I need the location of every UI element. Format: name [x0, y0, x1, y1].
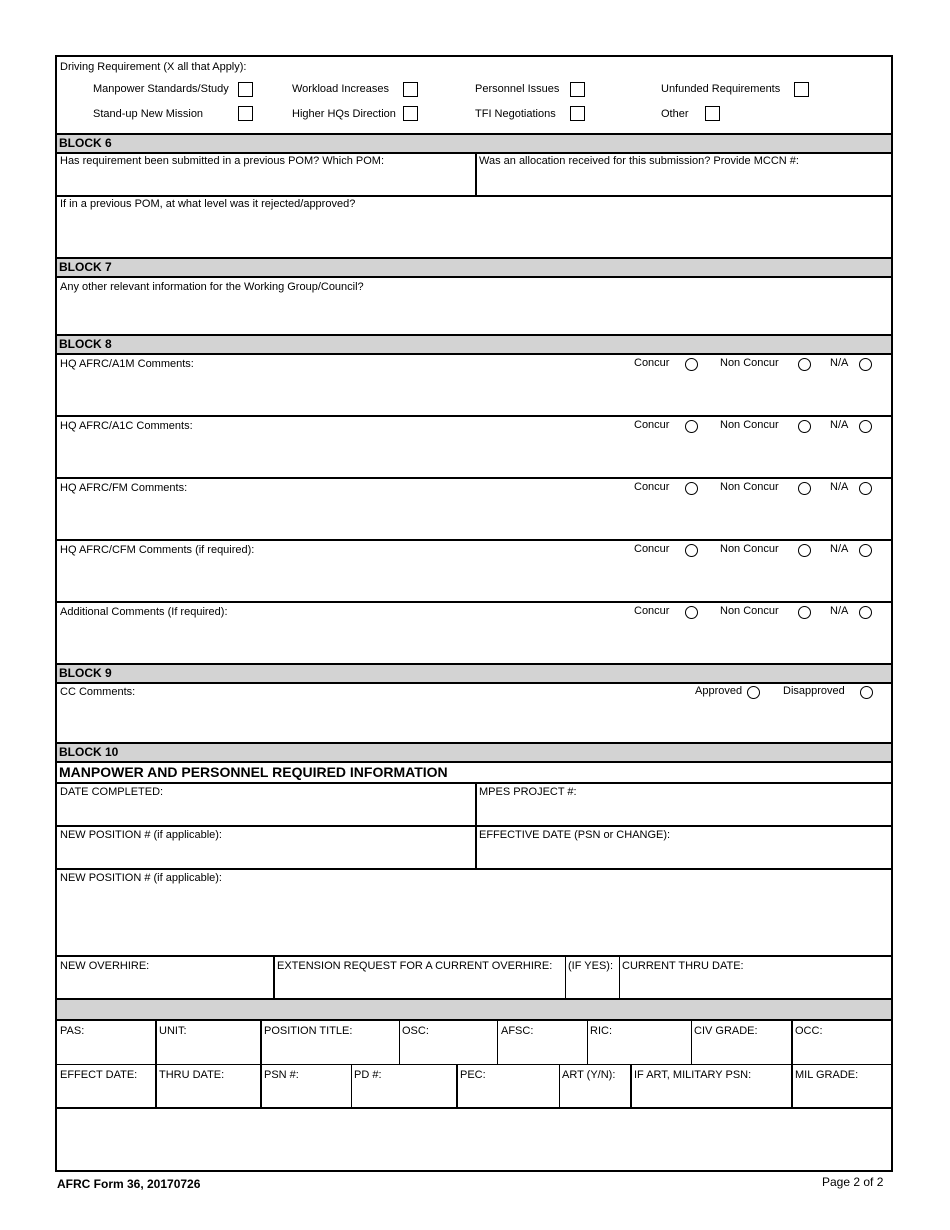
fm-na-radio[interactable] — [859, 482, 872, 495]
concur-label: Concur — [634, 419, 670, 431]
checkbox-manpower-standards[interactable] — [238, 82, 253, 97]
concur-label: Concur — [634, 605, 670, 617]
cfm-concur-radio[interactable] — [685, 544, 698, 557]
psn-field[interactable]: PSN #: — [264, 1069, 299, 1081]
divider — [57, 415, 891, 417]
occ-field[interactable]: OCC: — [795, 1025, 823, 1037]
cc-comments-field[interactable]: CC Comments: — [60, 686, 136, 698]
divider — [619, 956, 620, 999]
manpower-section-title: MANPOWER AND PERSONNEL REQUIRED INFORMATION — [59, 764, 448, 780]
divider — [57, 868, 891, 870]
divider — [57, 782, 891, 784]
mil-grade-field[interactable]: MIL GRADE: — [795, 1069, 859, 1081]
block-9-header: BLOCK 9 — [59, 666, 112, 680]
divider — [57, 276, 891, 278]
page-number: Page 2 of 2 — [822, 1175, 884, 1189]
concur-label: Concur — [634, 481, 670, 493]
divider — [497, 1021, 498, 1064]
divider — [559, 1065, 560, 1108]
concur-label: Concur — [634, 543, 670, 555]
non-concur-label: Non Concur — [720, 481, 779, 493]
pom-level-field[interactable]: If in a previous POM, at what level was it rejected/approved? — [60, 198, 356, 210]
extension-request-field[interactable]: EXTENSION REQUEST FOR A CURRENT OVERHIRE: — [277, 960, 553, 972]
driving-requirement-label: Driving Requirement (X all that Apply): — [60, 61, 247, 73]
a1m-concur-radio[interactable] — [685, 358, 698, 371]
art-field[interactable]: ART (Y/N): — [562, 1069, 616, 1081]
a1c-non-concur-radio[interactable] — [798, 420, 811, 433]
divider — [57, 1019, 891, 1021]
form-frame — [55, 55, 893, 1172]
form-id: AFRC Form 36, 20170726 — [57, 1177, 201, 1191]
pd-field[interactable]: PD #: — [354, 1069, 382, 1081]
additional-concur-radio[interactable] — [685, 606, 698, 619]
option-label-personnel-issues: Personnel Issues — [475, 83, 560, 95]
na-label: N/A — [830, 543, 849, 555]
divider — [456, 1065, 458, 1108]
fm-non-concur-radio[interactable] — [798, 482, 811, 495]
position-title-field[interactable]: POSITION TITLE: — [264, 1025, 353, 1037]
checkbox-standup-new-mission[interactable] — [238, 106, 253, 121]
checkbox-tfi-negotiations[interactable] — [570, 106, 585, 121]
pas-field[interactable]: PAS: — [60, 1025, 85, 1037]
checkbox-higher-hqs-direction[interactable] — [403, 106, 418, 121]
a1m-na-radio[interactable] — [859, 358, 872, 371]
block-7-band — [57, 259, 891, 276]
divider — [57, 955, 891, 957]
non-concur-label: Non Concur — [720, 605, 779, 617]
mpes-project-field[interactable]: MPES PROJECT #: — [479, 786, 577, 798]
option-label-standup-new-mission: Stand-up New Mission — [93, 108, 204, 120]
a1c-comments-field[interactable]: HQ AFRC/A1C Comments: — [60, 420, 193, 432]
checkbox-personnel-issues[interactable] — [570, 82, 585, 97]
disapproved-radio[interactable] — [860, 686, 873, 699]
additional-non-concur-radio[interactable] — [798, 606, 811, 619]
block-6-band — [57, 135, 891, 152]
na-label: N/A — [830, 481, 849, 493]
divider — [57, 1064, 891, 1065]
a1m-comments-field[interactable]: HQ AFRC/A1M Comments: — [60, 358, 194, 370]
separator-band — [57, 1000, 891, 1019]
military-psn-field[interactable]: IF ART, MILITARY PSN: — [634, 1069, 752, 1081]
new-overhire-field[interactable]: NEW OVERHIRE: — [60, 960, 150, 972]
approved-radio[interactable] — [747, 686, 760, 699]
if-yes-label: (IF YES): — [568, 960, 614, 972]
divider — [351, 1065, 352, 1108]
option-label-manpower-standards: Manpower Standards/Study — [93, 83, 229, 95]
ric-field[interactable]: RIC: — [590, 1025, 612, 1037]
a1c-na-radio[interactable] — [859, 420, 872, 433]
divider — [630, 1065, 632, 1108]
fm-comments-field[interactable]: HQ AFRC/FM Comments: — [60, 482, 188, 494]
na-label: N/A — [830, 605, 849, 617]
block-7-header: BLOCK 7 — [59, 260, 112, 274]
option-label-other: Other — [661, 108, 689, 120]
block-6-header: BLOCK 6 — [59, 136, 112, 150]
non-concur-label: Non Concur — [720, 419, 779, 431]
date-completed-field[interactable]: DATE COMPLETED: — [60, 786, 164, 798]
concur-label: Concur — [634, 357, 670, 369]
cfm-comments-field[interactable]: HQ AFRC/CFM Comments (if required): — [60, 544, 255, 556]
cfm-non-concur-radio[interactable] — [798, 544, 811, 557]
option-label-tfi-negotiations: TFI Negotiations — [475, 108, 556, 120]
afsc-field[interactable]: AFSC: — [501, 1025, 534, 1037]
option-label-unfunded-requirements: Unfunded Requirements — [661, 83, 781, 95]
unit-field[interactable]: UNIT: — [159, 1025, 187, 1037]
effect-date-field[interactable]: EFFECT DATE: — [60, 1069, 138, 1081]
block-8-band — [57, 336, 891, 353]
thru-date-field[interactable]: THRU DATE: — [159, 1069, 225, 1081]
divider — [691, 1021, 692, 1064]
divider — [273, 956, 275, 999]
prev-pom-field[interactable]: Has requirement been submitted in a previous POM? Which POM: — [60, 155, 385, 167]
approved-label: Approved — [695, 685, 743, 697]
new-position-field-2[interactable]: NEW POSITION # (if applicable): — [60, 872, 222, 884]
na-label: N/A — [830, 419, 849, 431]
a1m-non-concur-radio[interactable] — [798, 358, 811, 371]
option-label-higher-hqs-direction: Higher HQs Direction — [292, 108, 396, 120]
civ-grade-field[interactable]: CIV GRADE: — [694, 1025, 758, 1037]
new-position-field-1[interactable]: NEW POSITION # (if applicable): — [60, 829, 222, 841]
checkbox-other[interactable] — [705, 106, 720, 121]
block-10-header: BLOCK 10 — [59, 745, 119, 759]
additional-na-radio[interactable] — [859, 606, 872, 619]
divider — [587, 1021, 588, 1064]
divider — [57, 477, 891, 479]
non-concur-label: Non Concur — [720, 357, 779, 369]
additional-comments-field[interactable]: Additional Comments (If required): — [60, 606, 228, 618]
divider — [57, 601, 891, 603]
osc-field[interactable]: OSC: — [402, 1025, 429, 1037]
allocation-mccn-field[interactable]: Was an allocation received for this submission? Provide MCCN #: — [479, 155, 799, 167]
divider — [565, 956, 566, 999]
divider — [57, 195, 891, 197]
a1c-concur-radio[interactable] — [685, 420, 698, 433]
divider — [475, 153, 477, 196]
divider — [57, 353, 891, 355]
divider — [57, 761, 891, 763]
current-thru-date-field[interactable]: CURRENT THRU DATE: — [622, 960, 744, 972]
option-label-workload-increases: Workload Increases — [292, 83, 390, 95]
block-9-band — [57, 665, 891, 682]
remarks-field[interactable] — [57, 1109, 891, 1169]
block-8-header: BLOCK 8 — [59, 337, 112, 351]
disapproved-label: Disapproved — [783, 685, 845, 697]
cfm-na-radio[interactable] — [859, 544, 872, 557]
pec-field[interactable]: PEC: — [460, 1069, 486, 1081]
divider — [399, 1021, 400, 1064]
na-label: N/A — [830, 357, 849, 369]
checkbox-unfunded-requirements[interactable] — [794, 82, 809, 97]
divider — [57, 539, 891, 541]
non-concur-label: Non Concur — [720, 543, 779, 555]
other-info-field[interactable]: Any other relevant information for the Working Group/Council? — [60, 281, 364, 293]
effective-date-field[interactable]: EFFECTIVE DATE (PSN or CHANGE): — [479, 829, 671, 841]
divider — [57, 825, 891, 827]
fm-concur-radio[interactable] — [685, 482, 698, 495]
block-10-band — [57, 744, 891, 761]
checkbox-workload-increases[interactable] — [403, 82, 418, 97]
divider — [57, 152, 891, 154]
divider — [57, 682, 891, 684]
